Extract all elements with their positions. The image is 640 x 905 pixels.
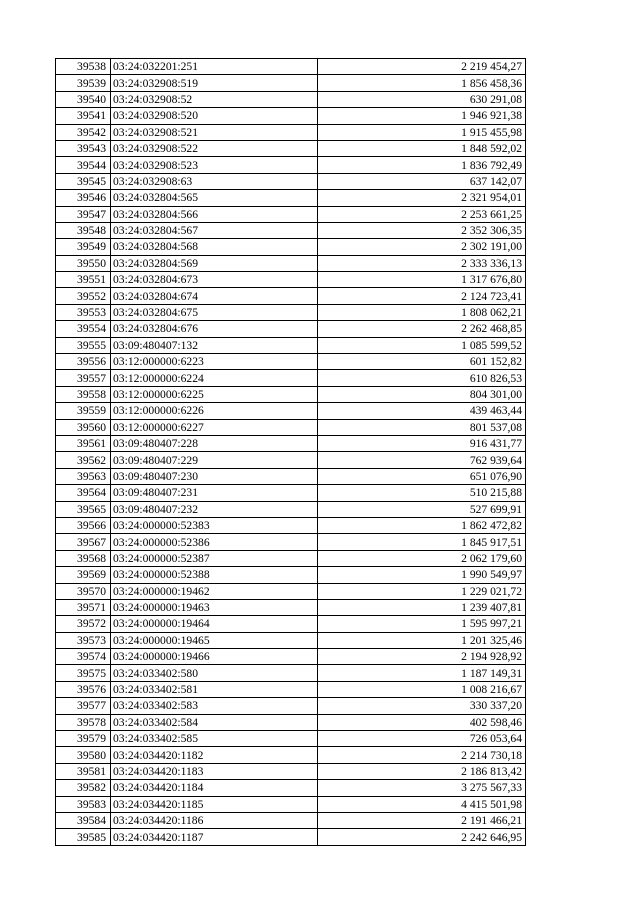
table-row (56, 780, 526, 796)
cadastral-number-cell: 03:24:032908:521 (111, 124, 318, 140)
row-number-cell: 39581 (56, 763, 111, 779)
table-row (56, 304, 526, 320)
cadastral-number-cell: 03:24:033402:580 (111, 665, 318, 681)
cadastral-value-cell: 762 939,64 (318, 452, 526, 468)
table-body (56, 59, 526, 846)
cadastral-number-cell: 03:24:032908:522 (111, 140, 318, 156)
table-row (56, 222, 526, 238)
table-row (56, 206, 526, 222)
cadastral-number-cell: 03:24:000000:52387 (111, 550, 318, 566)
cadastral-value-cell: 1 085 599,52 (318, 337, 526, 353)
row-number-cell: 39584 (56, 812, 111, 828)
row-number-cell: 39549 (56, 239, 111, 255)
cadastral-number-cell: 03:24:032804:566 (111, 206, 318, 222)
cadastral-value-cell: 1 990 549,97 (318, 567, 526, 583)
cadastral-number-cell: 03:12:000000:6224 (111, 370, 318, 386)
row-number-cell: 39538 (56, 59, 111, 75)
cadastral-value-cell: 2 333 336,13 (318, 255, 526, 271)
table-row (56, 288, 526, 304)
cadastral-number-cell: 03:09:480407:229 (111, 452, 318, 468)
table-row (56, 452, 526, 468)
row-number-cell: 39573 (56, 632, 111, 648)
cadastral-value-cell: 610 826,53 (318, 370, 526, 386)
cadastral-number-cell: 03:12:000000:6223 (111, 354, 318, 370)
row-number-cell: 39546 (56, 190, 111, 206)
cadastral-value-cell: 2 124 723,41 (318, 288, 526, 304)
row-number-cell: 39553 (56, 304, 111, 320)
row-number-cell: 39575 (56, 665, 111, 681)
table-row (56, 501, 526, 517)
row-number-cell: 39578 (56, 714, 111, 730)
table-row (56, 616, 526, 632)
cadastral-number-cell: 03:24:032908:520 (111, 108, 318, 124)
row-number-cell: 39568 (56, 550, 111, 566)
cadastral-value-cell: 2 186 813,42 (318, 763, 526, 779)
table-row (56, 173, 526, 189)
table-row (56, 403, 526, 419)
cadastral-value-cell: 1 836 792,49 (318, 157, 526, 173)
row-number-cell: 39567 (56, 534, 111, 550)
cadastral-value-cell: 2 321 954,01 (318, 190, 526, 206)
cadastral-number-cell: 03:24:000000:52388 (111, 567, 318, 583)
row-number-cell: 39569 (56, 567, 111, 583)
row-number-cell: 39576 (56, 681, 111, 697)
table-row (56, 468, 526, 484)
cadastral-number-cell: 03:24:033402:584 (111, 714, 318, 730)
table-row (56, 190, 526, 206)
cadastral-number-cell: 03:24:032908:523 (111, 157, 318, 173)
cadastral-value-cell: 3 275 567,33 (318, 780, 526, 796)
cadastral-number-cell: 03:09:480407:132 (111, 337, 318, 353)
row-number-cell: 39543 (56, 140, 111, 156)
table-row (56, 763, 526, 779)
table-row (56, 829, 526, 845)
cadastral-value-cell: 2 262 468,85 (318, 321, 526, 337)
cadastral-value-cell: 916 431,77 (318, 435, 526, 451)
row-number-cell: 39548 (56, 222, 111, 238)
cadastral-value-cell: 726 053,64 (318, 731, 526, 747)
cadastral-number-cell: 03:24:032804:569 (111, 255, 318, 271)
cadastral-number-cell: 03:09:480407:228 (111, 435, 318, 451)
table-row (56, 255, 526, 271)
table-row (56, 731, 526, 747)
row-number-cell: 39557 (56, 370, 111, 386)
cadastral-number-cell: 03:24:000000:19466 (111, 649, 318, 665)
row-number-cell: 39539 (56, 75, 111, 91)
table-row (56, 599, 526, 615)
cadastral-number-cell: 03:24:032804:674 (111, 288, 318, 304)
table-row (56, 796, 526, 812)
row-number-cell: 39555 (56, 337, 111, 353)
cadastral-value-cell: 801 537,08 (318, 419, 526, 435)
cadastral-number-cell: 03:09:480407:232 (111, 501, 318, 517)
table-row (56, 485, 526, 501)
cadastral-value-cell: 1 856 458,36 (318, 75, 526, 91)
cadastral-number-cell: 03:12:000000:6225 (111, 386, 318, 402)
table-row (56, 157, 526, 173)
cadastral-value-cell: 2 253 661,25 (318, 206, 526, 222)
cadastral-number-cell: 03:24:000000:52383 (111, 517, 318, 533)
table-row (56, 370, 526, 386)
cadastral-value-cell: 2 302 191,00 (318, 239, 526, 255)
table-row (56, 665, 526, 681)
cadastral-value-cell: 1 595 997,21 (318, 616, 526, 632)
row-number-cell: 39561 (56, 435, 111, 451)
cadastral-number-cell: 03:24:034420:1185 (111, 796, 318, 812)
table-row (56, 632, 526, 648)
row-number-cell: 39554 (56, 321, 111, 337)
cadastral-number-cell: 03:24:034420:1182 (111, 747, 318, 763)
cadastral-value-cell: 1 845 917,51 (318, 534, 526, 550)
cadastral-value-cell: 1 187 149,31 (318, 665, 526, 681)
row-number-cell: 39542 (56, 124, 111, 140)
table-row (56, 321, 526, 337)
table-row (56, 108, 526, 124)
table-row (56, 337, 526, 353)
cadastral-number-cell: 03:24:032908:52 (111, 91, 318, 107)
cadastral-number-cell: 03:24:032804:568 (111, 239, 318, 255)
row-number-cell: 39563 (56, 468, 111, 484)
table-row (56, 239, 526, 255)
cadastral-number-cell: 03:24:000000:19465 (111, 632, 318, 648)
table-row (56, 517, 526, 533)
table-row (56, 272, 526, 288)
row-number-cell: 39550 (56, 255, 111, 271)
cadastral-number-cell: 03:24:000000:19462 (111, 583, 318, 599)
row-number-cell: 39570 (56, 583, 111, 599)
row-number-cell: 39556 (56, 354, 111, 370)
cadastral-value-cell: 1 008 216,67 (318, 681, 526, 697)
cadastral-number-cell: 03:24:032804:676 (111, 321, 318, 337)
row-number-cell: 39574 (56, 649, 111, 665)
row-number-cell: 39547 (56, 206, 111, 222)
cadastral-value-cell: 1 946 921,38 (318, 108, 526, 124)
cadastral-value-cell: 637 142,07 (318, 173, 526, 189)
table-row (56, 583, 526, 599)
row-number-cell: 39571 (56, 599, 111, 615)
cadastral-value-cell: 1 915 455,98 (318, 124, 526, 140)
cadastral-number-cell: 03:24:000000:52386 (111, 534, 318, 550)
cadastral-number-cell: 03:24:033402:585 (111, 731, 318, 747)
cadastral-value-cell: 1 201 325,46 (318, 632, 526, 648)
row-number-cell: 39583 (56, 796, 111, 812)
cadastral-value-cell: 804 301,00 (318, 386, 526, 402)
row-number-cell: 39559 (56, 403, 111, 419)
table-row (56, 747, 526, 763)
table-row (56, 714, 526, 730)
table-row (56, 681, 526, 697)
cadastral-value-cell: 2 062 179,60 (318, 550, 526, 566)
cadastral-value-cell: 2 191 466,21 (318, 812, 526, 828)
cadastral-value-cell: 1 862 472,82 (318, 517, 526, 533)
cadastral-number-cell: 03:24:032908:519 (111, 75, 318, 91)
table-row (56, 91, 526, 107)
cadastral-value-cell: 630 291,08 (318, 91, 526, 107)
row-number-cell: 39585 (56, 829, 111, 845)
table-row (56, 435, 526, 451)
cadastral-number-cell: 03:24:032908:63 (111, 173, 318, 189)
table-row (56, 567, 526, 583)
cadastral-number-cell: 03:24:032201:251 (111, 59, 318, 75)
cadastral-number-cell: 03:24:000000:19463 (111, 599, 318, 615)
cadastral-number-cell: 03:24:032804:567 (111, 222, 318, 238)
cadastral-value-cell: 2 214 730,18 (318, 747, 526, 763)
row-number-cell: 39580 (56, 747, 111, 763)
row-number-cell: 39551 (56, 272, 111, 288)
cadastral-number-cell: 03:24:000000:19464 (111, 616, 318, 632)
cadastral-value-cell: 1 848 592,02 (318, 140, 526, 156)
cadastral-number-cell: 03:12:000000:6227 (111, 419, 318, 435)
cadastral-value-cell: 2 242 646,95 (318, 829, 526, 845)
cadastral-value-cell: 4 415 501,98 (318, 796, 526, 812)
row-number-cell: 39552 (56, 288, 111, 304)
cadastral-value-cell: 510 215,88 (318, 485, 526, 501)
table-row (56, 550, 526, 566)
cadastral-value-cell: 527 699,91 (318, 501, 526, 517)
table-row (56, 649, 526, 665)
table-row (56, 59, 526, 75)
cadastral-value-table (55, 58, 526, 846)
cadastral-value-cell: 1 808 062,21 (318, 304, 526, 320)
row-number-cell: 39582 (56, 780, 111, 796)
row-number-cell: 39558 (56, 386, 111, 402)
row-number-cell: 39572 (56, 616, 111, 632)
cadastral-value-cell: 1 317 676,80 (318, 272, 526, 288)
cadastral-number-cell: 03:24:034420:1183 (111, 763, 318, 779)
row-number-cell: 39541 (56, 108, 111, 124)
row-number-cell: 39560 (56, 419, 111, 435)
row-number-cell: 39545 (56, 173, 111, 189)
cadastral-number-cell: 03:12:000000:6226 (111, 403, 318, 419)
row-number-cell: 39540 (56, 91, 111, 107)
cadastral-value-cell: 1 229 021,72 (318, 583, 526, 599)
cadastral-number-cell: 03:24:032804:673 (111, 272, 318, 288)
cadastral-value-cell: 439 463,44 (318, 403, 526, 419)
cadastral-number-cell: 03:24:033402:581 (111, 681, 318, 697)
cadastral-number-cell: 03:24:033402:583 (111, 698, 318, 714)
cadastral-number-cell: 03:24:034420:1184 (111, 780, 318, 796)
table-row (56, 140, 526, 156)
cadastral-value-cell: 1 239 407,81 (318, 599, 526, 615)
table-row (56, 354, 526, 370)
row-number-cell: 39579 (56, 731, 111, 747)
table-row (56, 386, 526, 402)
cadastral-number-cell: 03:24:034420:1187 (111, 829, 318, 845)
table-row (56, 534, 526, 550)
cadastral-value-cell: 2 194 928,92 (318, 649, 526, 665)
row-number-cell: 39562 (56, 452, 111, 468)
row-number-cell: 39544 (56, 157, 111, 173)
table-row (56, 75, 526, 91)
cadastral-number-cell: 03:24:032804:565 (111, 190, 318, 206)
cadastral-number-cell: 03:09:480407:230 (111, 468, 318, 484)
table-row (56, 419, 526, 435)
row-number-cell: 39565 (56, 501, 111, 517)
cadastral-value-cell: 2 352 306,35 (318, 222, 526, 238)
cadastral-number-cell: 03:09:480407:231 (111, 485, 318, 501)
cadastral-value-cell: 330 337,20 (318, 698, 526, 714)
cadastral-value-cell: 2 219 454,27 (318, 59, 526, 75)
table-row (56, 812, 526, 828)
cadastral-number-cell: 03:24:032804:675 (111, 304, 318, 320)
row-number-cell: 39566 (56, 517, 111, 533)
cadastral-number-cell: 03:24:034420:1186 (111, 812, 318, 828)
cadastral-value-cell: 402 598,46 (318, 714, 526, 730)
row-number-cell: 39564 (56, 485, 111, 501)
cadastral-value-cell: 601 152,82 (318, 354, 526, 370)
table-row (56, 698, 526, 714)
cadastral-value-cell: 651 076,90 (318, 468, 526, 484)
row-number-cell: 39577 (56, 698, 111, 714)
table-row (56, 124, 526, 140)
